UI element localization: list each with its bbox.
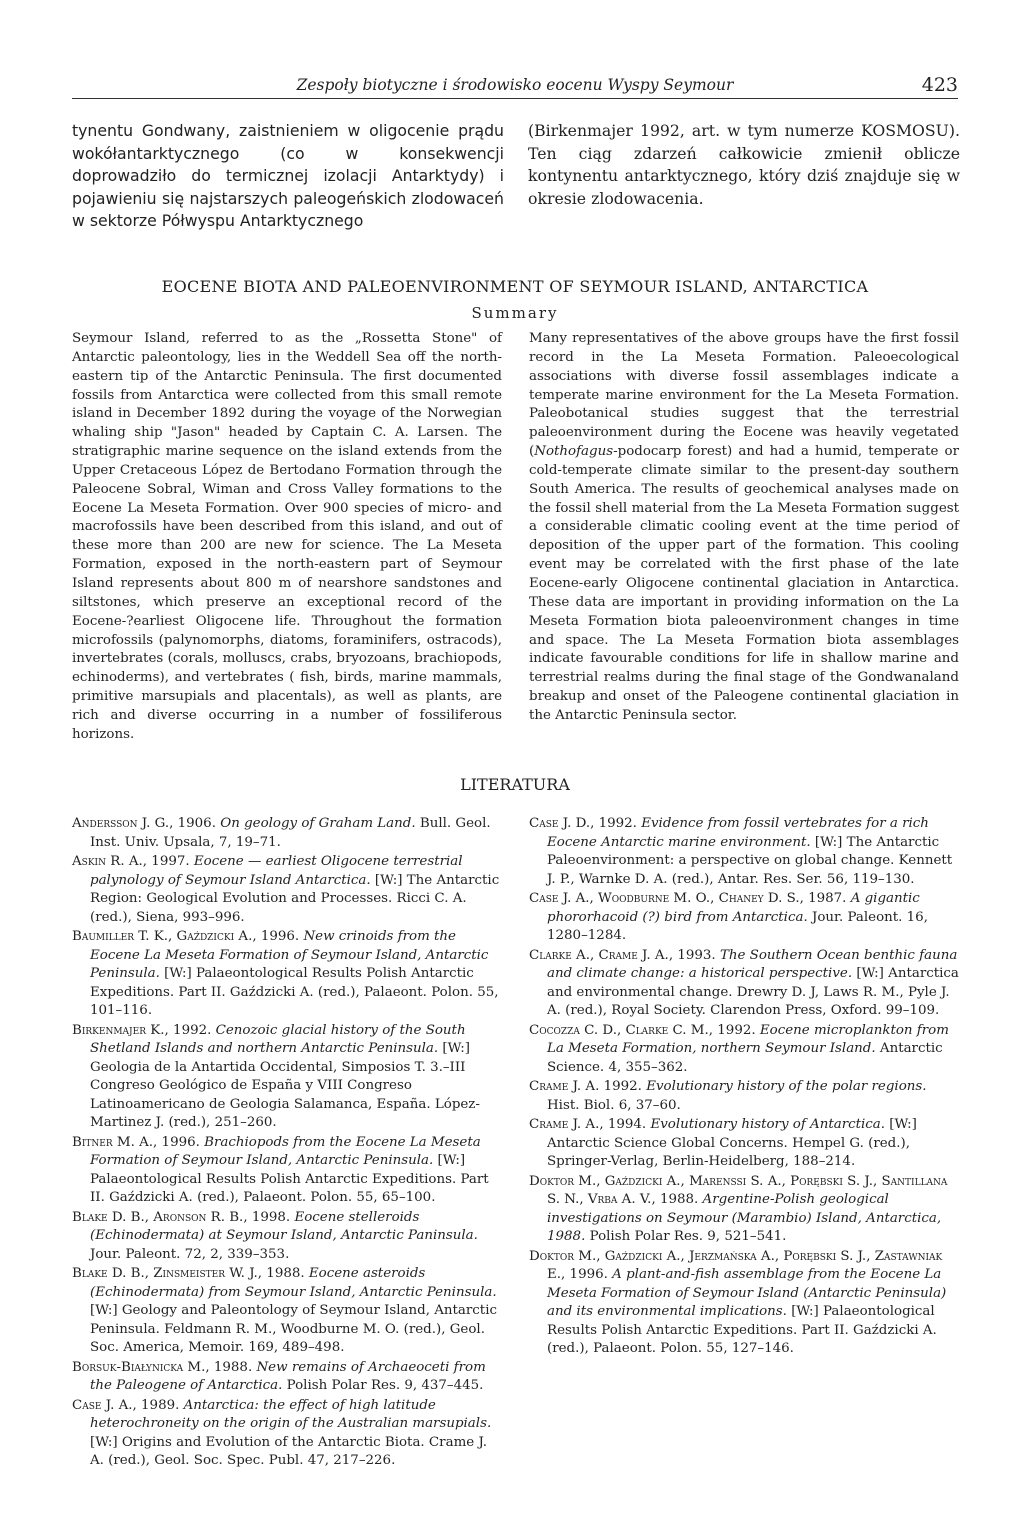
reference-year: , 1992.	[164, 1022, 216, 1038]
reference-title: Evolutionary history of the polar regions.	[646, 1079, 927, 1094]
reference-authors: Doktor M., Gaździcki A., Marenssi S. A., Porębski S. J., Santillana S. N., Vrba A. V.	[529, 1173, 948, 1207]
reference-source: [W:] Palaeontological Results Polish Antarctic Expeditions. Part II. Gaździcki A. (red.), Palaeont. Polon. 55, 127–146.	[547, 1304, 937, 1356]
reference-authors: Clarke A., Crame J. A.	[529, 947, 669, 963]
reference-authors: Andersson J. G.	[72, 816, 170, 831]
reference-entry	[529, 1116, 959, 1172]
reference-authors: Birkenmajer K.	[72, 1022, 165, 1038]
reference-authors: Crame J. A.	[529, 1079, 600, 1094]
reference-year: , 1906.	[169, 816, 221, 831]
reference-title: The Southern Ocean benthic fauna and climate change: a historical perspective.	[547, 947, 958, 981]
reference-source: [W:] The Antarctic Region: Geological Evolution and Processes. Ricci C. A. (red.), Siena, 993–996.	[90, 872, 500, 925]
reference-title: Evidence from fossil vertebrates for a rich Eocene Antarctic marine environment.	[547, 816, 929, 850]
reference-entry	[72, 1359, 502, 1396]
reference-year: 1992.	[599, 1079, 647, 1094]
reference-authors: Doktor M., Gaździcki A., Jerzmańska A., Porębski S. J., Zastawniak E.	[529, 1248, 943, 1282]
reference-year: , 1997.	[142, 854, 194, 869]
reference-source: [W:] Palaeontological Results Polish Antarctic Expeditions. Part II. Gaździcki A. (red.), Palaeont. Polon. 55, 101–116.	[90, 966, 499, 1018]
reference-title: Cenozoic glacial history of the South Shetland Islands and northern Antarctic Peninsula.	[90, 1022, 466, 1056]
reference-year: , 1992.	[590, 816, 642, 831]
reference-authors: Case J. A., Woodburne M. O., Chaney D. S.	[529, 891, 800, 906]
reference-authors: Cocozza C. D., Clarke C. M.	[529, 1022, 709, 1038]
reference-year: , 1996.	[252, 929, 304, 944]
reference-title: Antarctica: the effect of high latitude heterochroneity on the origin of the Australian marsupials.	[90, 1397, 492, 1431]
reference-authors: Askin R. A.	[72, 854, 143, 869]
summary-text-right	[529, 330, 959, 726]
reference-title: Brachiopods from the Eocene La Meseta Formation of Seymour Island, Antarctic Peninsula.	[90, 1134, 481, 1168]
reference-source: Hist. Biol. 6, 37–60.	[547, 1097, 681, 1113]
reference-entry	[529, 947, 959, 1021]
reference-title: A plant-and-fish assemblage from the Eocene La Meseta Formation of Seymour Island (Antarctic Peninsula) and its environmental implications.	[547, 1267, 947, 1319]
reference-source: [W:] Origins and Evolution of the Antarctic Biota. Crame J. A. (red.), Geol. Soc. Spec. Publ. 47, 217–226.	[90, 1434, 488, 1468]
reference-source: Polish Polar Res. 9, 437–445.	[282, 1378, 484, 1393]
reference-year: , 1996.	[561, 1267, 613, 1282]
taxon-name: Nothofagus	[534, 444, 614, 460]
reference-entry	[72, 1265, 502, 1358]
reference-authors: Case J. D.	[529, 816, 591, 831]
reference-source: Jour. Paleont. 72, 2, 339–353.	[90, 1246, 290, 1262]
reference-entry	[72, 853, 502, 927]
reference-year: , 1988.	[205, 1359, 257, 1375]
summary-text-left: Seymour Island, referred to as the „Rossetta Stone" of Antarctic paleontology, lies in the Weddell Sea off the north-eastern tip of the Antarctic Peninsula. The first documented fossils from Antarctica were collected from this small remote island in December 1892 during the voyage of the Norwegian whaling ship "Jason" headed by Captain C. A. Larsen. The stratigraphic marine sequence on the island extends from the Upper Cretaceous López de Bertodano Formation through the Paleocene Sobral, Wiman and Cross Valley formations to the Eocene La Meseta Formation. Over 900 species of micro- and macrofossils have been described from this island, and out of these more than 200 are new for science. The La Meseta Formation, exposed in the north-eastern part of Seymour Island represents about 800 m of nearshore sandstones and siltstones, which preserve an exceptional record of the Eocene-?earliest Oligocene life. Throughout the formation microfossils (palynomorphs, diatoms, foraminifers, ostracods), invertebrates (corals, molluscs, crabs, bryozoans, brachiopods, echinoderms), and vertebrates ( fish, birds, marine mammals, primitive marsupials and placentals), as well as plants, are rich and diverse occurring in a number of fossiliferous horizons.	[72, 331, 502, 742]
reference-source: [W:] Antarctic Science Global Concerns. Hempel G. (red.), Springer-Verlag, Berlin-Heidelberg, 188–214.	[547, 1117, 917, 1169]
reference-source: Polish Polar Res. 9, 521–541.	[585, 1229, 787, 1244]
polish-text-right: (Birkenmajer 1992, art. w tym numerze KOSMOSU). Ten ciąg zdarzeń całkowicie zmienił oblicze kontynentu antarktycznego, który dziś znajduje się w okresie zlodowacenia.	[528, 121, 960, 208]
reference-year: , 1988.	[651, 1192, 703, 1207]
summary-text-right-part1: Many representatives of the above groups have the first fossil record in the La Meseta Formation. Paleoecological associations with diverse fossil assemblages indicate a temperate marine environment for the La Meseta Formation. Paleobotanical studies suggest that the terrestrial paleoenvironment during the Eocene was heavily vegetated (	[529, 331, 959, 460]
reference-authors: Blake D. B., Zinsmeister W. J.	[72, 1266, 258, 1281]
reference-year: , 1992.	[708, 1022, 760, 1038]
reference-source: [W:] Antarctica and environmental change. Drewry D. J, Laws R. M., Pyle J. A. (red.), Royal Society. Clarendon Press, Oxford. 99–109.	[547, 966, 959, 1018]
page-number: 423	[921, 74, 958, 96]
reference-entry	[529, 1022, 959, 1078]
reference-entry	[72, 1209, 502, 1265]
header-rule	[72, 98, 958, 99]
reference-entry	[529, 1248, 959, 1359]
reference-source: [W:] Geology and Paleontology of Seymour Island, Antarctic Peninsula. Feldmann R. M., Woodburne M. O. (red.), Geol. Soc. America, Memoir. 169, 489–498.	[90, 1303, 497, 1355]
reference-year: , 1989.	[132, 1397, 184, 1413]
reference-source: [W:] Geologia de la Antartida Occidental, Simposios T. 3.–III Congreso Geológico de España y VIII Congreso Latinoamericano de Geologia Salamanca, España. López-Martinez J. (red.), 251–260.	[90, 1041, 480, 1130]
reference-authors: Blake D. B., Aronson R. B.	[72, 1209, 244, 1225]
reference-entry	[529, 1078, 959, 1115]
reference-year: , 1994.	[599, 1117, 651, 1132]
reference-authors: Borsuk-Białynicka M.	[72, 1359, 206, 1375]
reference-title: On geology of Graham Land.	[220, 816, 416, 831]
reference-entry	[529, 1173, 959, 1247]
reference-entry	[72, 815, 502, 852]
polish-text-left: tynentu Gondwany, zaistnieniem w oligocenie prądu wokółantarktycznego (co w konsekwencji doprowadziło do termicznej izolacji Antarktydy) i pojawieniu się najstarszych paleogeńskich zlodowaceń w sektorze Półwyspu Antarktycznego	[72, 121, 504, 231]
reference-entry	[72, 1397, 502, 1471]
reference-source: [W:] Palaeontological Results Polish Antarctic Expeditions. Part II. Gaździcki A. (red.), Palaeont. Polon. 55, 65–100.	[90, 1153, 489, 1205]
references-right-column	[529, 815, 959, 1360]
summary-text-right-part2: -podocarp forest) and had a humid, temperate or cold-temperate climate similar to the present-day southern South America. The results of geochemical analyses made on the fossil shell material from the La Meseta Formation suggest a considerable climatic cooling event at the time period of deposition of the upper part of the formation. This cooling event may be correlated with the first phase of the late Eocene-early Oligocene continental glaciation in Antarctica. These data are important in providing information on the La Meseta Formation biota paleoenvironment changes in time and space. The La Meseta Formation biota assemblages indicate favourable conditions for life in shallow marine and terrestrial realms during the final stage of the Gondwanaland breakup and onset of the Paleogene continental glaciation in the Antarctic Peninsula sector.	[529, 444, 959, 723]
reference-entry	[529, 815, 959, 889]
reference-year: , 1998.	[243, 1209, 295, 1225]
reference-year: , 1987.	[799, 891, 851, 906]
reference-source: Antarctic Science. 4, 355–362.	[547, 1041, 943, 1075]
reference-entry	[529, 890, 959, 946]
reference-title: Eocene — earliest Oligocene terrestrial palynology of Seymour Island Antarctica.	[90, 854, 463, 888]
reference-title: Eocene asteroids (Echinodermata) from Seymour Island, Antarctic Peninsula.	[90, 1266, 497, 1300]
references-left-column	[72, 815, 502, 1472]
reference-entry	[72, 1134, 502, 1208]
reference-authors: Crame J. A.	[529, 1117, 600, 1132]
reference-year: , 1988.	[257, 1266, 309, 1281]
running-head-title: Zespoły biotyczne i środowisko eocenu Wyspy Seymour	[296, 76, 734, 94]
running-head	[72, 74, 958, 100]
reference-title: New crinoids from the Eocene La Meseta Formation of Seymour Island, Antarctic Peninsula.	[90, 929, 489, 981]
references-heading: LITERATURA	[460, 775, 570, 794]
reference-authors: Baumiller T. K., Gaździcki A.	[72, 929, 253, 944]
summary-subtitle: Summary	[471, 304, 559, 322]
reference-source: Jour. Paleont. 16, 1280–1284.	[547, 909, 928, 943]
reference-authors: Bitner M. A.	[72, 1134, 154, 1150]
reference-title: Eocene microplankton from La Meseta Formation, northern Seymour Island.	[547, 1022, 949, 1056]
reference-source: Bull. Geol. Inst. Univ. Upsala, 7, 19–71.	[90, 816, 491, 850]
summary-title: EOCENE BIOTA AND PALEOENVIRONMENT OF SEYMOUR ISLAND, ANTARCTICA	[161, 277, 869, 296]
reference-title: Argentine-Polish geological investigations on Seymour (Marambio) Island, Antarctica, 1988.	[547, 1192, 942, 1244]
reference-source: [W:] The Antarctic Paleoenvironment: a perspective on global change. Kennett J. P., Warnke D. A. (red.), Antar. Res. Ser. 56, 119–130.	[547, 834, 953, 887]
reference-title: New remains of Archaeoceti from the Paleogene of Antarctica.	[90, 1359, 486, 1393]
reference-entry	[72, 1022, 502, 1133]
reference-year: , 1996.	[153, 1134, 205, 1150]
reference-entry	[72, 928, 502, 1021]
reference-title: Eocene stelleroids (Echinodermata) at Seymour Island, Antarctic Paninsula.	[90, 1209, 478, 1243]
reference-year: , 1993.	[668, 947, 720, 963]
reference-title: A gigantic phororhacoid (?) bird from Antarctica.	[547, 891, 920, 925]
reference-title: Evolutionary history of Antarctica.	[650, 1117, 885, 1132]
reference-authors: Case J. A.	[72, 1397, 133, 1413]
